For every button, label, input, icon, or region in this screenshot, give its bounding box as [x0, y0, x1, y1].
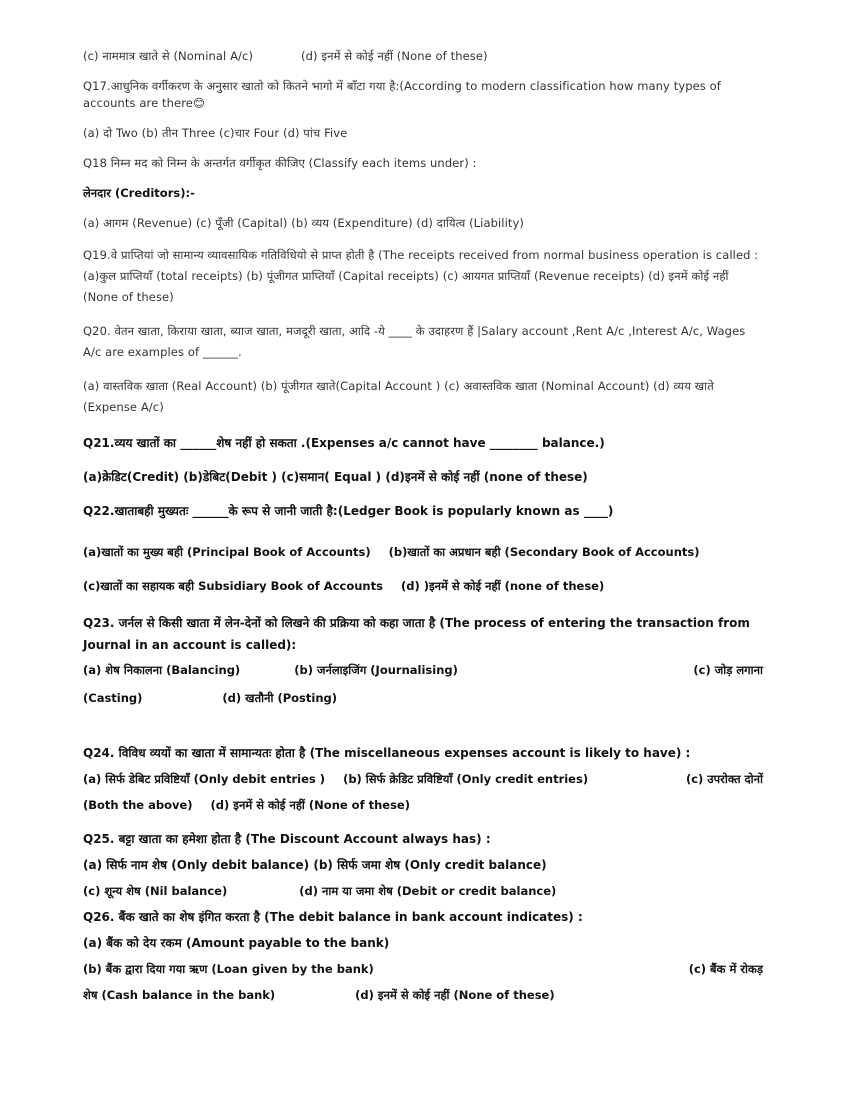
q25-options-cd	[83, 883, 763, 900]
q25-option-d: (d) नाम या जमा शेष (Debit or credit balance)	[299, 884, 557, 898]
q23-question: Q23. जर्नल से किसी खाता में लेन-देनों को लिखने की प्रक्रिया को कहा जाता है (The process of entering the transaction from Journal in an account is called):	[83, 616, 750, 652]
q23-option-c: (c) जोड़ लगाना	[693, 663, 763, 677]
q23-option-a: (a) शेष निकालना (Balancing)	[83, 663, 241, 677]
q24-options-abc	[83, 771, 763, 788]
q26-option-a: (a) बैंक को देय रकम (Amount payable to the bank)	[83, 936, 390, 950]
q22-option-c: (c)खातों का सहायक बही Subsidiary Book of Accounts	[83, 579, 383, 593]
q24-option-c-english: (Both the above)	[83, 798, 193, 812]
q17-question: Q17.आधुनिक वर्गीकरण के अनुसार खातो को कितने भागो में बाँटा गया है:(According to modern classification how many types of accounts are there😊	[83, 79, 721, 110]
q24-option-c: (c) उपरोक्त दोनों	[685, 772, 763, 786]
q20-question: Q20. वेतन खाता, किराया खाता, ब्याज खाता, मजदूरी खाता, आदि -ये ____ के उदाहरण हैं |Salary account ,Rent A/c ,Interest A/c, Wages A/c are examples of ______.	[83, 324, 746, 359]
q26-option-b: (b) बैंक द्वारा दिया गया ऋण (Loan given by the bank)	[83, 962, 374, 976]
q18-question: Q18 निम्न मद को निम्न के अन्तर्गत वर्गीकृत कीजिए (Classify each items under) :	[83, 156, 477, 170]
document-page	[83, 48, 763, 1004]
q23-option-d: (d) खतौनी (Posting)	[222, 691, 338, 705]
q23-options-cd	[83, 690, 763, 707]
q22-option-b: (b)खातों का अप्रधान बही (Secondary Book of Accounts)	[388, 545, 700, 559]
q26-options-bc	[83, 961, 763, 978]
q22-option-a: (a)खातों का मुख्य बही (Principal Book of Accounts)	[83, 545, 371, 559]
q22-options-ab	[83, 544, 763, 561]
q26-question: Q26. बैंक खाते का शेष इंगित करता है (The debit balance in bank account indicates) :	[83, 910, 583, 924]
q23-option-c-english: (Casting)	[83, 691, 143, 705]
q24-option-a: (a) सिर्फ डेबिट प्रविष्टियाँ (Only debit entries )	[83, 772, 326, 786]
q26-option-d: (d) इनमें से कोई नहीं (None of these)	[355, 988, 555, 1002]
q16-option-c: (c) नाममात्र खाते से (Nominal A/c)	[83, 49, 254, 63]
q22-option-d: (d) )इनमें से कोई नहीं (none of these)	[400, 579, 605, 593]
q25-question: Q25. बट्टा खाता का हमेशा होता है (The Discount Account always has) :	[83, 832, 491, 846]
q20-options: (a) वास्तविक खाता (Real Account) (b) पूंजीगत खाते(Capital Account ) (c) अवास्तविक खाता (Nominal Account) (d) व्यय खाते (Expense A/c)	[83, 379, 714, 414]
q17-options: (a) दो Two (b) तीन Three (c)चार Four (d) पांच Five	[83, 126, 348, 140]
q26-option-c: (c) बैंक में रोकड़	[688, 962, 763, 976]
q24-options-cd	[83, 797, 763, 814]
q21-question: Q21.व्यय खातों का ______शेष नहीं हो सकता .(Expenses a/c cannot have ________ balance.)	[83, 436, 605, 450]
q16-options-tail	[83, 48, 763, 65]
q22-question: Q22.खाताबही मुख्यतः ______के रूप से जानी जाती है:(Ledger Book is popularly known as ____)	[83, 504, 614, 518]
q19-question: Q19.वे प्राप्तियां जो सामान्य व्यावसायिक गतिविधियो से प्राप्त होती है (The receipts received from normal business operation is called : (a)कुल प्राप्तियाँ (total receipts) (b) पूंजीगत प्राप्तियाँ (Capital receipts) (c) आयगत प्राप्तियाँ (Revenue receipts) (d) इनमें कोई नहीं (None of these)	[83, 248, 759, 304]
q23-options-abc	[83, 662, 763, 679]
q25-option-c: (c) शून्य शेष (Nil balance)	[83, 884, 228, 898]
q24-question: Q24. विविध व्ययों का खाता में सामान्यतः होता है (The miscellaneous expenses account is likely to have) :	[83, 746, 691, 760]
q23-option-b: (b) जर्नलाइजिंग (Journalising)	[294, 663, 458, 677]
q16-option-d: (d) इनमें से कोई नहीं (None of these)	[301, 49, 488, 63]
q26-option-c-english: शेष (Cash balance in the bank)	[83, 988, 276, 1002]
q26-options-cd	[83, 987, 763, 1004]
q18-item: लेनदार (Creditors):-	[83, 186, 195, 200]
q21-options: (a)क्रेडिट(Credit) (b)डेबिट(Debit ) (c)समान( Equal ) (d)इनमें से कोई नहीं (none of these)	[83, 470, 588, 484]
q22-options-cd	[83, 578, 763, 595]
q24-option-b: (b) सिर्फ क्रेडिट प्रविष्टियाँ (Only credit entries)	[343, 772, 589, 786]
q18-options: (a) आगम (Revenue) (c) पूँजी (Capital) (b) व्यय (Expenditure) (d) दायित्व (Liability)	[83, 216, 524, 230]
q24-option-d: (d) इनमें से कोई नहीं (None of these)	[210, 798, 410, 812]
q25-options-ab: (a) सिर्फ नाम शेष (Only debit balance) (b) सिर्फ जमा शेष (Only credit balance)	[83, 858, 547, 872]
